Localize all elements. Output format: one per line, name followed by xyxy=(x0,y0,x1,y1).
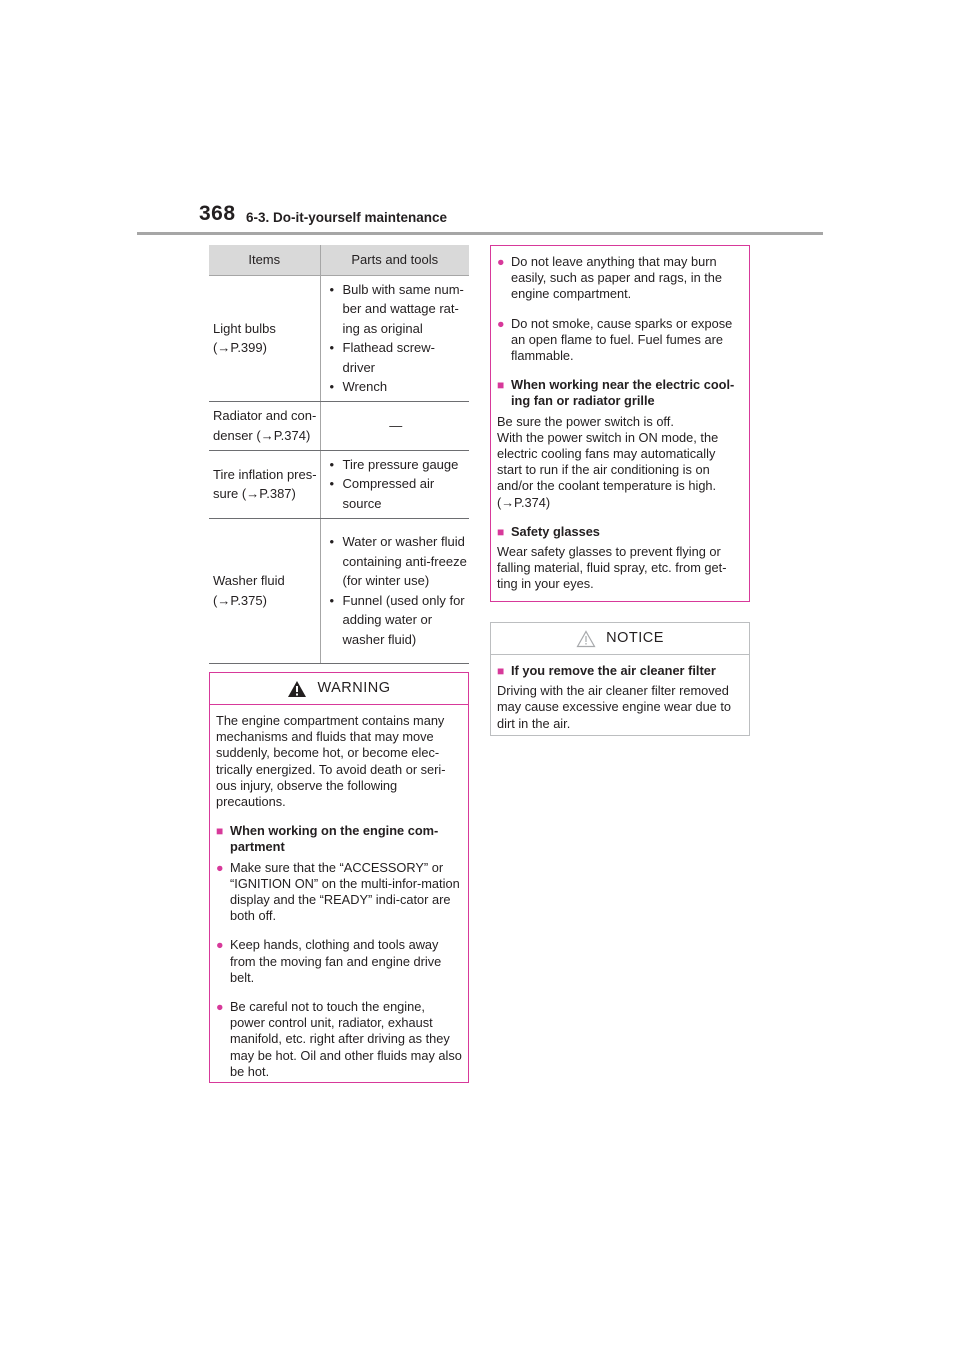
page-number: 368 xyxy=(199,202,236,225)
tool-item: • Bulb with same num-ber and wattage rat-ing as original xyxy=(325,280,468,339)
notice-title: NOTICE xyxy=(606,630,664,647)
item-cell xyxy=(209,275,320,401)
warning-subheading: ■ When working on the engine com-partment xyxy=(216,823,462,855)
warning-intro: The engine compartment contains many mechanisms and fluids that may move suddenly, become hot, or become elec-trically energized. To avoid death or seri-ous injury, observe the following precautions. xyxy=(216,713,446,810)
tools-cell xyxy=(320,275,469,401)
table-row xyxy=(209,450,469,518)
warning-continued-body xyxy=(491,246,749,601)
section-title: 6-3. Do-it-yourself maintenance xyxy=(246,210,448,225)
page-ref-link[interactable]: (→P.374) xyxy=(497,494,551,510)
item-name: Washer fluid xyxy=(213,573,285,588)
page-ref-link[interactable]: (→P.399) xyxy=(213,340,267,355)
tool-item: • Wrench xyxy=(325,377,468,397)
warning-subheading: ■ When working near the electric cool-ing fan or radiator grille xyxy=(497,377,743,409)
no-tools-dash: — xyxy=(389,417,403,433)
warning-text: Be sure the power switch is off. xyxy=(497,413,674,429)
notice-subheading: ■ If you remove the air cleaner filter xyxy=(497,663,743,679)
warning-text: Wear safety glasses to prevent flying or falling material, fluid spray, etc. from get-ting in your eyes. xyxy=(497,544,727,592)
warning-bullet: ● Do not smoke, cause sparks or expose an open flame to fuel. Fuel fumes are flammable. xyxy=(497,316,743,365)
notice-header xyxy=(491,623,749,655)
parts-table xyxy=(209,245,469,664)
item-name: Radiator and con- xyxy=(213,408,317,423)
tool-item: • Water or washer fluid containing anti-freeze (for winter use) xyxy=(325,532,468,591)
notice-body xyxy=(491,655,749,740)
item-cell xyxy=(209,401,320,450)
warning-bullet: ● Keep hands, clothing and tools away from the moving fan and engine drive belt. xyxy=(216,937,462,986)
page-ref-link[interactable]: (→P.375) xyxy=(213,592,267,608)
item-name: Tire inflation pres- xyxy=(213,466,317,482)
page-ref-link[interactable]: denser (→P.374) xyxy=(213,427,311,443)
caution-triangle-icon xyxy=(576,630,596,648)
warning-bullet: ● Do not leave anything that may burn easily, such as paper and rags, in the engine compartment. xyxy=(497,254,743,303)
warning-bullet: ● Be careful not to touch the engine, power control unit, radiator, exhaust manifold, etc. right after driving as they may be hot. Oil and other fluids may also be hot. xyxy=(216,999,462,1080)
warning-header xyxy=(210,673,468,705)
item-cell xyxy=(209,518,320,663)
tool-item: • Compressed air source xyxy=(325,474,468,513)
tool-item: • Tire pressure gauge xyxy=(325,455,468,475)
tools-cell xyxy=(320,450,469,518)
table-row xyxy=(209,275,469,401)
table-row xyxy=(209,401,469,450)
col-items-header: Items xyxy=(209,245,320,275)
table-row xyxy=(209,518,469,663)
item-cell xyxy=(209,450,320,518)
warning-text: With the power switch in ON mode, the electric cooling fans may automatically start to run if the air conditioning is on and/or the coolant temperature is high. xyxy=(497,429,719,494)
tool-item: • Flathead screw-driver xyxy=(325,338,468,377)
warning-bullet: ● Make sure that the “ACCESSORY” or “IGNITION ON” on the multi-infor-mation display and the “READY” indi-cator are both off. xyxy=(216,860,462,925)
item-name: Light bulbs xyxy=(213,320,276,336)
header-rule xyxy=(137,232,823,235)
tools-cell xyxy=(320,518,469,663)
warning-subheading: ■ Safety glasses xyxy=(497,524,743,540)
warning-body xyxy=(210,705,468,1088)
warning-continued-box xyxy=(490,245,750,602)
warning-title: WARNING xyxy=(317,680,391,697)
notice-box xyxy=(490,622,750,736)
tool-item: • Funnel (used only for adding water or washer fluid) xyxy=(325,591,468,650)
col-tools-header: Parts and tools xyxy=(320,245,469,275)
table-header-row xyxy=(209,245,469,275)
notice-text: Driving with the air cleaner filter removed may cause excessive engine wear due to dirt in the air. xyxy=(497,683,732,731)
warning-triangle-icon xyxy=(287,680,307,698)
warning-box xyxy=(209,672,469,1083)
page-ref-link[interactable]: sure (→P.387) xyxy=(213,486,296,501)
tools-cell xyxy=(320,401,469,450)
